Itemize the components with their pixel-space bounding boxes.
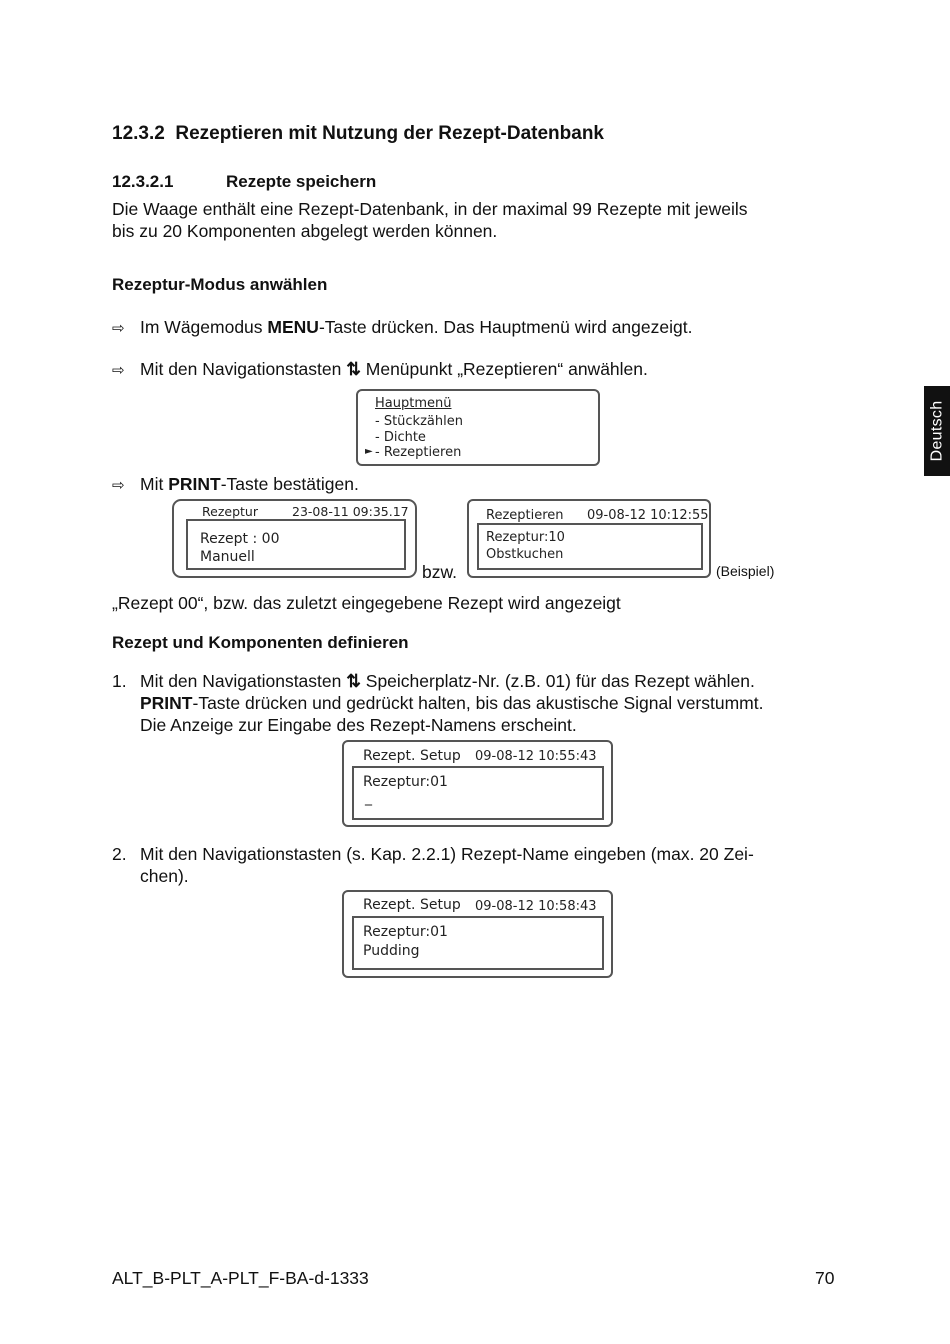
item-2-line-2: chen). — [140, 866, 189, 886]
intro-paragraph — [112, 198, 748, 242]
hollow-arrow-icon: ⇨ — [112, 477, 125, 494]
menu-item-rezeptieren: - Rezeptieren — [375, 445, 462, 460]
display-setup-1 — [342, 740, 613, 827]
language-tab-label: Deutsch — [928, 400, 946, 462]
mode-heading: Rezeptur-Modus anwählen — [112, 275, 328, 294]
step-1: ⇨ Im Wägemodus MENU-Taste drücken. Das Hauptmenü wird angezeigt. — [112, 316, 692, 340]
display-header-right: 09-08-12 10:58:43 — [475, 899, 597, 914]
display-line-1: Rezeptur:01 — [363, 774, 448, 790]
up-down-arrows-icon: ⇅ — [346, 359, 361, 379]
display-hauptmenu — [356, 389, 600, 466]
menu-item-stueckzaehlen: - Stückzählen — [375, 414, 463, 429]
display-header-right: 23-08-11 09:35.17 — [292, 504, 409, 519]
footer-doc-id: ALT_B-PLT_A-PLT_F-BA-d-1333 — [112, 1268, 369, 1288]
numbered-item-1: 1. Mit den Navigationstasten ⇅ Speicherplatz-Nr. (z.B. 01) für das Rezept wählen. PRINT-Taste drücken und gedrückt halten, bis das akustische Signal verstummt. Die Anzeige zur Eingabe des Rezept-Namens erscheint. — [112, 671, 764, 735]
item-1-line-3: Die Anzeige zur Eingabe des Rezept-Namens erscheint. — [140, 715, 577, 735]
display-header-right: 09-08-12 10:55:43 — [475, 749, 597, 764]
connector-bzw: bzw. — [422, 562, 458, 582]
numbered-item-2: 2. Mit den Navigationstasten (s. Kap. 2.2.1) Rezept-Name eingeben (max. 20 Zei- chen). — [112, 844, 754, 886]
language-tab — [924, 386, 950, 476]
display-line-2: Obstkuchen — [486, 547, 564, 562]
display-header-left: Rezept. Setup — [363, 748, 461, 764]
display-line-2: Pudding — [363, 943, 420, 959]
subsection-title: Rezepte speichern — [226, 172, 377, 191]
display-rezeptur — [172, 499, 417, 578]
footer-page-number: 70 — [815, 1268, 835, 1288]
intro-line-2: bis zu 20 Komponenten abgelegt werden können. — [112, 221, 498, 241]
up-down-arrows-icon: ⇅ — [346, 671, 361, 691]
rezept-note: „Rezept 00“, bzw. das zuletzt eingegebene Rezept wird angezeigt — [112, 593, 621, 613]
intro-line-1: Die Waage enthält eine Rezept-Datenbank, in der maximal 99 Rezepte mit jeweils — [112, 199, 748, 219]
display-line-1: Rezept : 00 — [200, 531, 280, 547]
display-line-1: Rezeptur:01 — [363, 924, 448, 940]
menu-item-dichte: - Dichte — [375, 430, 426, 445]
display-header-left: Rezeptieren — [486, 508, 564, 523]
display-line-1: Rezeptur:10 — [486, 530, 565, 545]
display-setup-2 — [342, 890, 613, 978]
display-header-left: Rezeptur — [202, 504, 258, 519]
subsection-heading — [112, 172, 376, 192]
cursor-icon: ► — [365, 446, 373, 457]
display-header-left: Rezept. Setup — [363, 897, 461, 913]
section-title: Rezeptieren mit Nutzung der Rezept-Datenbank — [175, 123, 604, 144]
item-number: 1. — [112, 671, 127, 691]
step-2: ⇨ Mit den Navigationstasten ⇅ Menüpunkt „Rezeptieren“ anwählen. — [112, 358, 648, 382]
section-heading — [112, 123, 604, 145]
subsection-number: 12.3.2.1 — [112, 172, 174, 191]
step-3: ⇨ Mit PRINT-Taste bestätigen. — [112, 473, 359, 497]
display-rezeptieren — [467, 499, 711, 578]
define-heading: Rezept und Komponenten definieren — [112, 633, 409, 652]
print-key-label: PRINT — [140, 693, 193, 713]
menu-key-label: MENU — [267, 317, 319, 337]
hollow-arrow-icon: ⇨ — [112, 362, 125, 379]
display-title: Hauptmenü — [375, 396, 452, 411]
display-header-right: 09-08-12 10:12:55 — [587, 508, 709, 523]
hollow-arrow-icon: ⇨ — [112, 320, 125, 337]
input-cursor: _ — [365, 790, 372, 806]
display-line-2: Manuell — [200, 549, 255, 565]
beispiel-label: (Beispiel) — [716, 563, 775, 579]
section-number: 12.3.2 — [112, 123, 165, 144]
print-key-label: PRINT — [168, 474, 221, 494]
item-number: 2. — [112, 844, 127, 864]
